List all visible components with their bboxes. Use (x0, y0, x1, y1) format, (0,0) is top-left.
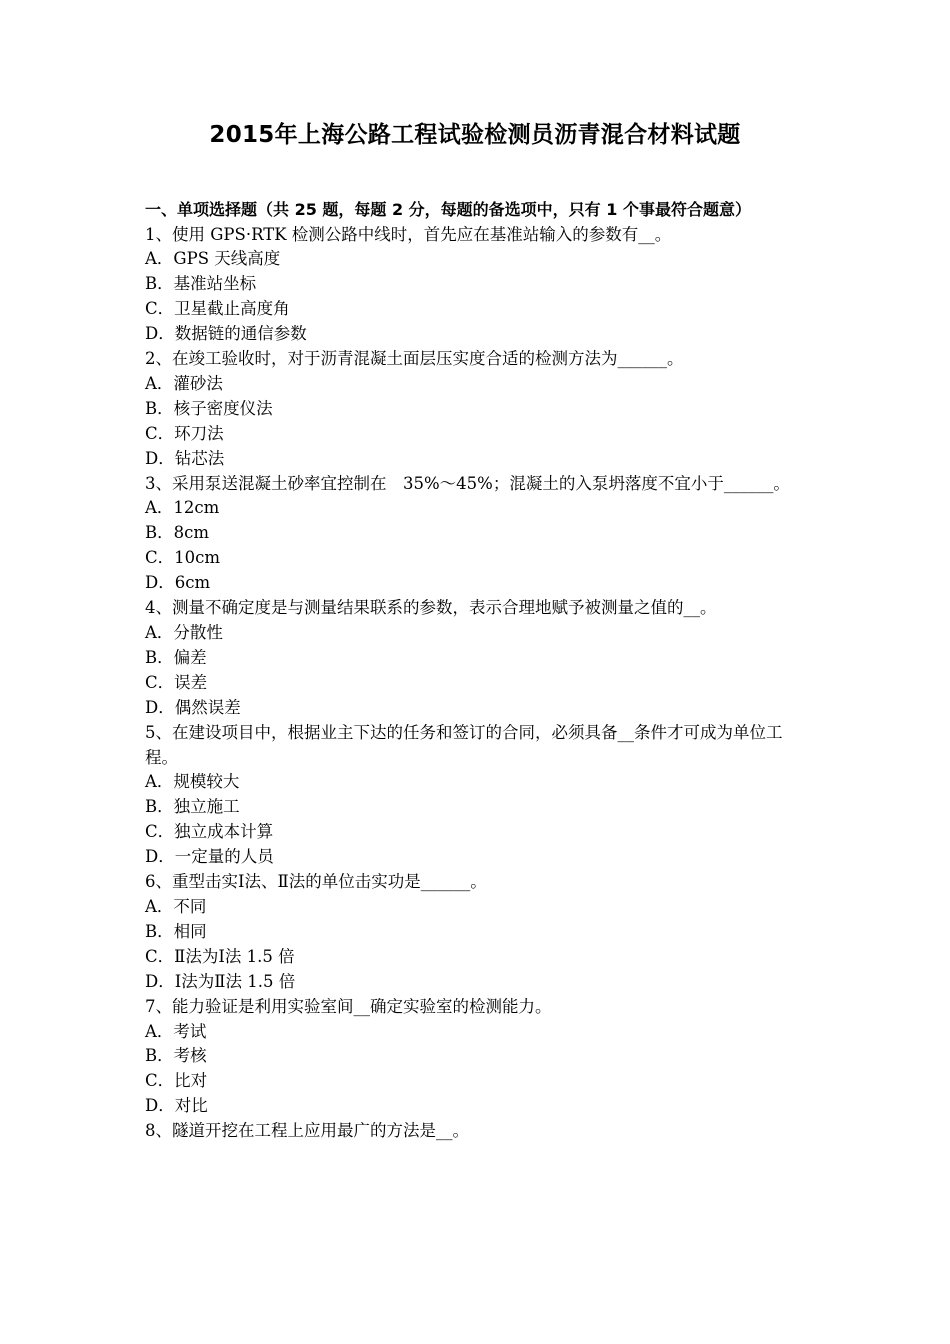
option-b: B．核子密度仪法 (145, 398, 273, 418)
option-a: A．分散性 (145, 623, 223, 642)
option-a: A．不同 (145, 896, 207, 916)
option-b: B．基准站坐标 (145, 274, 257, 294)
option-b: B．独立施工 (145, 797, 240, 817)
option-d: D．对比 (145, 1096, 208, 1116)
question-5 (145, 721, 810, 870)
question-stem: 1、使用 GPS·RTK 检测公路中线时，首先应在基准站输入的参数有__。 (145, 224, 672, 244)
question-stem: 3、采用泵送混凝土砂率宜控制在 35%～45%；混凝土的入泵坍落度不宜小于______。 (145, 473, 790, 493)
option-b: B．偏差 (145, 647, 207, 667)
option-a: A．灌砂法 (145, 373, 223, 393)
question-stem: 8、隧道开挖在工程上应用最广的方法是__。 (145, 1121, 469, 1141)
option-c: C．卫星截止高度角 (145, 299, 290, 319)
question-7 (145, 995, 810, 1120)
option-a: A．12cm (145, 498, 220, 518)
question-6 (145, 870, 810, 995)
section-heading: 一、单项选择题（共 25 题，每题 2 分，每题的备选项中，只有 1 个事最符合题意） (145, 200, 751, 219)
option-a: A．规模较大 (145, 772, 240, 792)
option-c: C．比对 (145, 1071, 208, 1091)
question-stem: 7、能力验证是利用实验室间__确定实验室的检测能力。 (145, 996, 552, 1016)
option-c: C．误差 (145, 672, 208, 692)
question-4 (145, 596, 810, 721)
option-d: D．偶然误差 (145, 697, 241, 717)
option-a: A．GPS 天线高度 (145, 249, 281, 269)
question-stem: 2、在竣工验收时，对于沥青混凝土面层压实度合适的检测方法为______。 (145, 349, 684, 369)
option-d: D．6cm (145, 573, 211, 593)
option-c: C．环刀法 (145, 423, 224, 443)
question-8 (145, 1119, 810, 1144)
document-title: 2015年上海公路工程试验检测员沥青混合材料试题 (209, 122, 741, 148)
question-stem: 6、重型击实Ⅰ法、Ⅱ法的单位击实功是______。 (145, 872, 487, 892)
option-c: C．独立成本计算 (145, 822, 274, 842)
option-b: B．8cm (145, 523, 210, 543)
question-2 (145, 347, 810, 472)
document-body (145, 198, 810, 1144)
question-stem: 5、在建设项目中，根据业主下达的任务和签订的合同，必须具备__条件才可成为单位工程。 (145, 722, 783, 767)
option-c: C．Ⅱ法为Ⅰ法 1.5 倍 (145, 946, 295, 966)
option-a: A．考试 (145, 1021, 207, 1041)
option-d: D．一定量的人员 (145, 847, 274, 867)
option-c: C．10cm (145, 548, 221, 568)
option-d: D．数据链的通信参数 (145, 324, 307, 344)
option-d: D．Ⅰ法为Ⅱ法 1.5 倍 (145, 971, 296, 991)
question-1 (145, 223, 810, 348)
option-b: B．相同 (145, 921, 207, 941)
option-d: D．钻芯法 (145, 448, 225, 468)
option-b: B．考核 (145, 1046, 207, 1066)
question-stem: 4、测量不确定度是与测量结果联系的参数，表示合理地赋予被测量之值的__。 (145, 598, 717, 618)
question-3 (145, 472, 810, 597)
